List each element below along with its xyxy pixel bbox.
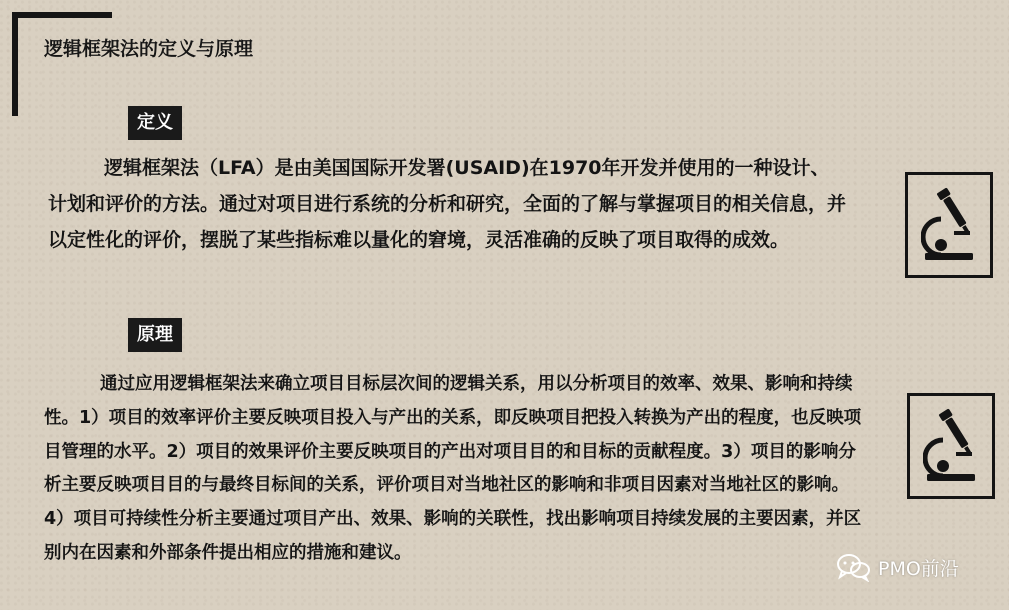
wechat-icon [836,552,872,582]
page-title: 逻辑框架法的定义与原理 [44,38,254,60]
corner-bracket-vertical [12,12,18,116]
watermark [836,552,959,582]
definition-label: 定义 [128,106,182,140]
definition-text: 逻辑框架法（LFA）是由美国国际开发署(USAID)在1970年开发并使用的一种设计、计划和评价的方法。通过对项目进行系统的分析和研究，全面的了解与掌握项目的相关信息，并以定性化的评价，摆脱了某些指标难以量化的窘境，灵活准确的反映了项目取得的成效。 [48,157,847,251]
microscope-icon-frame [905,172,993,278]
principle-text: 通过应用逻辑框架法来确立项目目标层次间的逻辑关系，用以分析项目的效率、效果、影响和持续性。1）项目的效率评价主要反映项目投入与产出的关系，即反映项目把投入转换为产出的程度，也反映项目管理的水平。2）项目的效果评价主要反映项目的产出对项目目的和目标的贡献程度。3）项目的影响分析主要反映项目目的与最终目标间的关系，评价项目对当地社区的影响和非项目因素对当地社区的影响。4）项目可持续性分析主要通过项目产出、效果、影响的关联性，找出影响项目持续发展的主要因素，并区别内在因素和外部条件提出相应的措施和建议。 [44,374,862,563]
principle-paragraph [44,368,862,571]
microscope-icon [923,406,979,486]
principle-label: 原理 [128,318,182,352]
definition-paragraph [48,150,848,258]
microscope-icon-frame [907,393,995,499]
microscope-icon [921,185,977,265]
corner-bracket-horizontal [12,12,112,18]
watermark-text: PMO前沿 [878,557,959,580]
